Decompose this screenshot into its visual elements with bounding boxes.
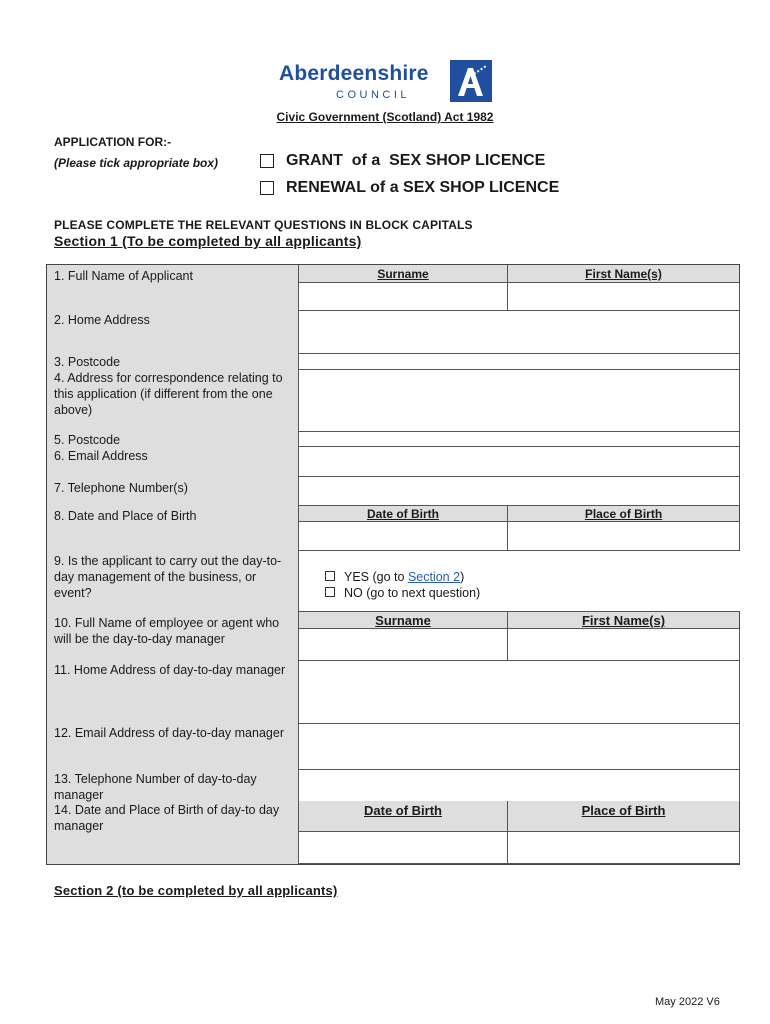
manager-dob-header: Date of Birth bbox=[364, 803, 442, 818]
dob-header-cell bbox=[299, 506, 507, 522]
q11-label: 11. Home Address of day-to-day manager bbox=[54, 663, 286, 677]
section2-link[interactable]: Section 2 bbox=[407, 570, 461, 584]
first-names-header-cell bbox=[507, 265, 739, 283]
manager-dob-input[interactable] bbox=[298, 831, 508, 864]
surname-header-cell bbox=[299, 265, 507, 283]
manager-dob-header-cell bbox=[299, 801, 507, 832]
correspondence-address-input[interactable] bbox=[298, 369, 740, 432]
correspondence-postcode-input[interactable] bbox=[298, 431, 740, 447]
q8-label: 8. Date and Place of Birth bbox=[54, 509, 197, 523]
dob-header: Date of Birth bbox=[367, 507, 439, 521]
renewal-checkbox[interactable] bbox=[260, 181, 274, 195]
yes-checkbox[interactable] bbox=[325, 571, 335, 581]
manager-home-address-input[interactable] bbox=[298, 660, 740, 724]
pob-header: Place of Birth bbox=[584, 507, 663, 521]
manager-pob-input[interactable] bbox=[507, 831, 740, 864]
manager-telephone-input[interactable] bbox=[298, 769, 740, 802]
act-title: Civic Government (Scotland) Act 1982 bbox=[276, 110, 494, 124]
no-checkbox[interactable] bbox=[325, 587, 335, 597]
manager-email-input[interactable] bbox=[298, 723, 740, 770]
q5-label: 5. Postcode bbox=[54, 433, 121, 447]
manager-first-names-header: First Name(s) bbox=[581, 613, 666, 628]
org-logo-subtext: COUNCIL bbox=[336, 89, 411, 101]
applicant-surname-input[interactable] bbox=[298, 282, 508, 311]
application-for-label: APPLICATION FOR:- bbox=[54, 135, 172, 149]
first-names-header: First Name(s) bbox=[585, 267, 662, 281]
version-footer: May 2022 V6 bbox=[655, 996, 720, 1008]
applicant-first-names-input[interactable] bbox=[507, 282, 740, 311]
q14-label: 14. Date and Place of Birth of day-to day manager bbox=[54, 803, 280, 833]
q3-label: 3. Postcode bbox=[54, 355, 121, 369]
manager-pob-header-cell bbox=[507, 801, 739, 832]
manager-first-names-header-cell bbox=[507, 612, 739, 629]
instructions: PLEASE COMPLETE THE RELEVANT QUESTIONS IN BLOCK CAPITALS bbox=[54, 218, 473, 232]
option-grant[interactable] bbox=[260, 152, 545, 170]
manager-surname-header: Surname bbox=[375, 613, 431, 628]
grant-checkbox[interactable] bbox=[260, 154, 274, 168]
manager-first-names-input[interactable] bbox=[507, 628, 740, 661]
no-option[interactable] bbox=[325, 585, 480, 601]
no-label: NO (go to next question) bbox=[344, 586, 481, 600]
email-address-input[interactable] bbox=[298, 446, 740, 477]
option-renewal[interactable] bbox=[260, 179, 559, 197]
postcode-input[interactable] bbox=[298, 353, 740, 370]
yes-label: YES (go to bbox=[344, 570, 408, 584]
surname-header: Surname bbox=[377, 267, 429, 281]
tick-note: (Please tick appropriate box) bbox=[54, 156, 219, 170]
q12-label: 12. Email Address of day-to-day manager bbox=[54, 726, 284, 740]
manager-surname-input[interactable] bbox=[298, 628, 508, 661]
telephone-input[interactable] bbox=[298, 476, 740, 506]
q9-label: 9. Is the applicant to carry out the day-to-day management of the business, or event? bbox=[54, 554, 282, 600]
pob-header-cell bbox=[507, 506, 739, 522]
applicant-dob-input[interactable] bbox=[298, 521, 508, 551]
yes-suffix: ) bbox=[460, 570, 465, 584]
manager-pob-header: Place of Birth bbox=[581, 803, 666, 818]
home-address-input[interactable] bbox=[298, 310, 740, 354]
applicant-pob-input[interactable] bbox=[507, 521, 740, 551]
manager-surname-header-cell bbox=[299, 612, 507, 629]
q7-label: 7. Telephone Number(s) bbox=[54, 481, 188, 495]
section1-title: Section 1 (To be completed by all applicants) bbox=[54, 233, 362, 249]
q1-label: 1. Full Name of Applicant bbox=[54, 269, 193, 283]
option-renewal-label: RENEWAL of a SEX SHOP LICENCE bbox=[286, 179, 560, 196]
q2-label: 2. Home Address bbox=[54, 313, 150, 327]
q6-label: 6. Email Address bbox=[54, 449, 148, 463]
applicant-form bbox=[46, 264, 740, 865]
org-logo-text: Aberdeenshire bbox=[279, 62, 429, 85]
q13-label: 13. Telephone Number of day-to-day manager bbox=[54, 772, 257, 802]
q10-label: 10. Full Name of employee or agent who will be the day-to-day manager bbox=[54, 616, 280, 646]
option-grant-label: GRANT of a SEX SHOP LICENCE bbox=[286, 152, 546, 169]
council-logo-icon bbox=[450, 60, 492, 102]
yes-option[interactable] bbox=[325, 569, 464, 585]
section2-title: Section 2 (to be completed by all applicants) bbox=[54, 883, 338, 898]
q4-label: 4. Address for correspondence relating to this application (if different from the one above) bbox=[54, 371, 283, 417]
q9-answer-cell bbox=[299, 550, 740, 612]
